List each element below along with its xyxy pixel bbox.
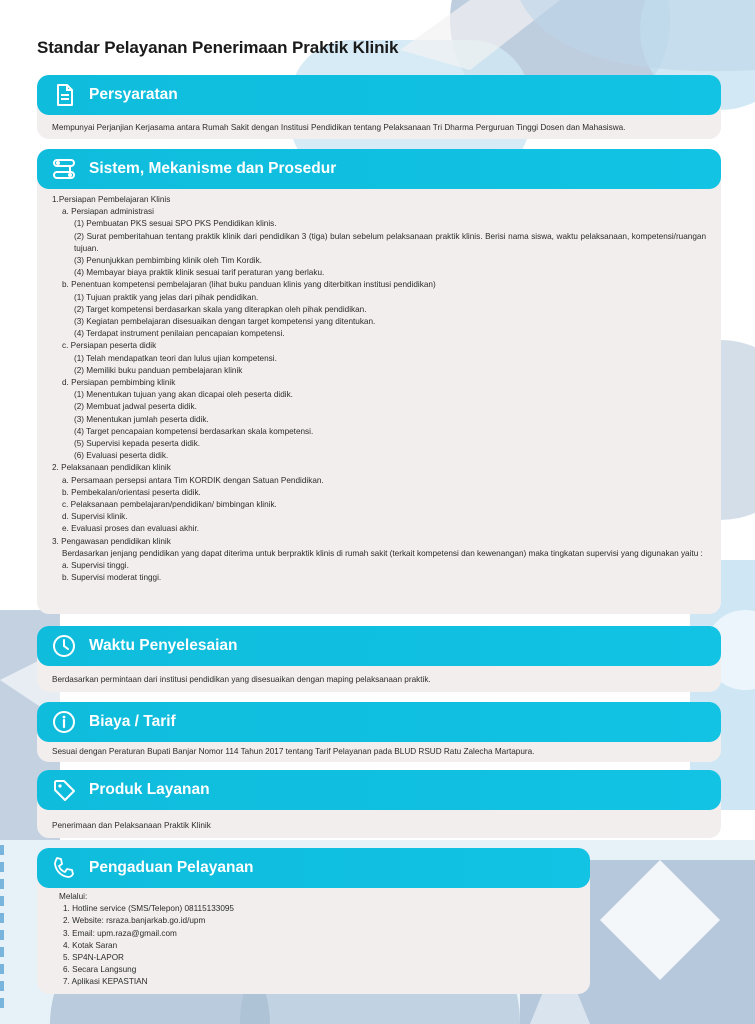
list-item: (2) Target kompetensi berdasarkan skala yang diterapkan oleh pihak pendidikan. bbox=[74, 304, 367, 314]
list-item: 5. SP4N-LAPOR bbox=[63, 953, 124, 963]
list-item: (1) Pembuatan PKS sesuai SPO PKS Pendidikan klinis. bbox=[74, 219, 277, 229]
list-item: (3) Penunjukkan pembimbing klinik oleh Tim Kordik. bbox=[74, 256, 262, 266]
section-text: Penerimaan dan Pelaksanaan Praktik Klinik bbox=[52, 821, 211, 830]
info-icon bbox=[51, 709, 77, 735]
list-item: (4) Terdapat instrument penilaian pencapaian kompetensi. bbox=[74, 329, 285, 339]
section-header bbox=[37, 75, 721, 115]
list-item: a. Persamaan persepsi antara Tim KORDIK dengan Satuan Pendidikan. bbox=[62, 475, 324, 485]
section-text: Mempunyai Perjanjian Kerjasama antara Rumah Sakit dengan Institusi Pendidikan tentang Pelaksanaan Tri Dharma Perguruan Tinggi Dosen dan Mahasiswa. bbox=[52, 123, 626, 132]
section-header bbox=[37, 702, 721, 742]
list-item: Berdasarkan jenjang pendidikan yang dapat diterima untuk berpraktik klinis di rumah sakit (terkait kompetensi dan kewenangan) maka tingkatan supervisi yang digunakan yaitu : bbox=[62, 548, 703, 558]
list-item: (2) Surat pemberitahuan tentang praktik klinik dari pendidikan 3 (tiga) bulan sebelum pelaksanaan praktik klinis. Berisi nama siswa, waktu pelaksanaan, kompetensi/ruangan tujuan. bbox=[74, 231, 706, 253]
list-item: d. Persiapan pembimbing klinik bbox=[62, 378, 176, 388]
list-item: (4) Target pencapaian kompetensi berdasarkan skala kompetensi. bbox=[74, 426, 314, 436]
section-waktu bbox=[37, 626, 721, 692]
section-header bbox=[37, 848, 590, 888]
section-biaya bbox=[37, 702, 721, 762]
section-header bbox=[37, 770, 721, 810]
list-item: (1) Telah mendapatkan teori dan lulus ujian kompetensi. bbox=[74, 353, 277, 363]
section-sistem bbox=[37, 149, 721, 614]
list-item: 3. Pengawasan pendidikan klinik bbox=[52, 536, 171, 546]
list-item: b. Pembekalan/orientasi peserta didik. bbox=[62, 487, 201, 497]
list-item: (1) Menentukan tujuan yang akan dicapai oleh peserta didik. bbox=[74, 390, 293, 400]
tag-icon bbox=[51, 777, 77, 803]
section-heading: Biaya / Tarif bbox=[89, 713, 176, 730]
list-item: (4) Membayar biaya praktik klinik sesuai tarif peraturan yang berlaku. bbox=[74, 268, 325, 278]
list-item: 3. Email: upm.raza@gmail.com bbox=[63, 928, 177, 938]
workflow-icon bbox=[51, 156, 77, 182]
section-produk bbox=[37, 770, 721, 838]
section-text: Sesuai dengan Peraturan Bupati Banjar Nomor 114 Tahun 2017 tentang Tarif Pelayanan pada BLUD RSUD Ratu Zalecha Martapura. bbox=[52, 747, 535, 756]
list-item: 6. Secara Langsung bbox=[63, 965, 137, 975]
section-heading: Sistem, Mekanisme dan Prosedur bbox=[89, 160, 337, 177]
complaint-intro: Melalui: bbox=[59, 892, 88, 901]
page-title: Standar Pelayanan Penerimaan Praktik Klinik bbox=[37, 38, 399, 57]
list-item: b. Penentuan kompetensi pembelajaran (lihat buku panduan klinis yang diterbitkan institusi pendidikan) bbox=[62, 280, 436, 290]
list-item: 2. Pelaksanaan pendidikan klinik bbox=[52, 463, 171, 473]
list-item: c. Pelaksanaan pembelajaran/pendidikan/ bimbingan klinik. bbox=[62, 500, 277, 510]
section-heading: Produk Layanan bbox=[89, 781, 210, 798]
complaint-list bbox=[59, 891, 575, 989]
list-item: (5) Supervisi kepada peserta didik. bbox=[74, 439, 201, 449]
list-item: (3) Kegiatan pembelajaran disesuaikan dengan target kompetensi yang ditentukan. bbox=[74, 317, 376, 327]
list-item: b. Supervisi moderat tinggi. bbox=[62, 573, 162, 583]
section-persyaratan bbox=[37, 75, 721, 139]
section-text: Berdasarkan permintaan dari institusi pendidikan yang disesuaikan dengan maping pelaksanaan praktik. bbox=[52, 675, 431, 684]
document-icon bbox=[51, 82, 77, 108]
phone-icon bbox=[51, 855, 77, 881]
section-heading: Persyaratan bbox=[89, 86, 178, 103]
list-item: 1. Hotline service (SMS/Telepon) 08115133095 bbox=[63, 904, 234, 914]
section-header bbox=[37, 149, 721, 189]
list-item: (3) Menentukan jumlah peserta didik. bbox=[74, 414, 209, 424]
list-item: 4. Kotak Saran bbox=[63, 940, 118, 950]
list-item: d. Supervisi klinik. bbox=[62, 512, 128, 522]
list-item: 7. Aplikasi KEPASTIAN bbox=[63, 977, 148, 987]
list-item: 1.Persiapan Pembelajaran Klinis bbox=[52, 195, 171, 204]
procedure-list bbox=[52, 194, 706, 585]
list-item: (2) Membuat jadwal peserta didik. bbox=[74, 402, 197, 412]
list-item: a. Persiapan administrasi bbox=[62, 207, 154, 217]
list-item: e. Evaluasi proses dan evaluasi akhir. bbox=[62, 524, 199, 534]
section-pengaduan bbox=[37, 848, 590, 994]
list-item: (2) Memiliki buku panduan pembelajaran klinik bbox=[74, 365, 243, 375]
list-item: (1) Tujuan praktik yang jelas dari pihak pendidikan. bbox=[74, 292, 259, 302]
list-item: c. Persiapan peserta didik bbox=[62, 341, 157, 351]
section-heading: Waktu Penyelesaian bbox=[89, 637, 238, 654]
list-item: (6) Evaluasi peserta didik. bbox=[74, 451, 169, 461]
section-header bbox=[37, 626, 721, 666]
section-heading: Pengaduan Pelayanan bbox=[89, 859, 254, 876]
list-item: a. Supervisi tinggi. bbox=[62, 561, 129, 571]
clock-icon bbox=[51, 633, 77, 659]
list-item: 2. Website: rsraza.banjarkab.go.id/upm bbox=[63, 916, 206, 926]
